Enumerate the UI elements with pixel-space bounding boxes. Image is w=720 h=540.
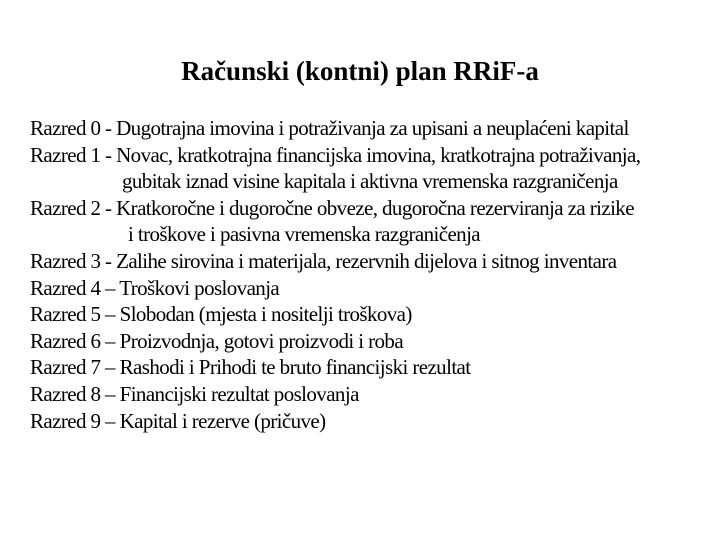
list-item-class-9: Razred 9 – Kapital i rezerve (pričuve) (30, 408, 326, 433)
account-class-list (30, 115, 710, 434)
list-item-class-7: Razred 7 – Rashodi i Prihodi te bruto financijski rezultat (30, 355, 471, 380)
list-item-class-4: Razred 4 – Troškovi poslovanja (30, 275, 280, 300)
list-item-class-6: Razred 6 – Proizvodnja, gotovi proizvodi i roba (30, 328, 404, 353)
list-item-class-0: Razred 0 - Dugotrajna imovina i potraživanja za upisani a neuplaćeni kapital (30, 116, 629, 140)
list-item-class-1: Razred 1 - Novac, kratkotrajna financijska imovina, kratkotrajna potraživanja, (30, 142, 641, 167)
list-item-class-1-continuation: gubitak iznad visine kapitala i aktivna vremenska razgraničenja (122, 169, 618, 194)
slide-title: Računski (kontni) plan RRiF-a (181, 56, 539, 86)
list-item-class-2-continuation: i troškove i pasivna vremenska razgraničenja (128, 222, 481, 247)
list-item-class-3: Razred 3 - Zalihe sirovina i materijala, rezervnih dijelova i sitnog inventara (30, 248, 617, 273)
list-item-class-5: Razred 5 – Slobodan (mjesta i nositelji troškova) (30, 302, 412, 327)
list-item-class-8: Razred 8 – Financijski rezultat poslovanja (30, 381, 359, 406)
list-item-class-2: Razred 2 - Kratkoročne i dugoročne obveze, dugoročna rezerviranja za rizike (30, 195, 634, 220)
